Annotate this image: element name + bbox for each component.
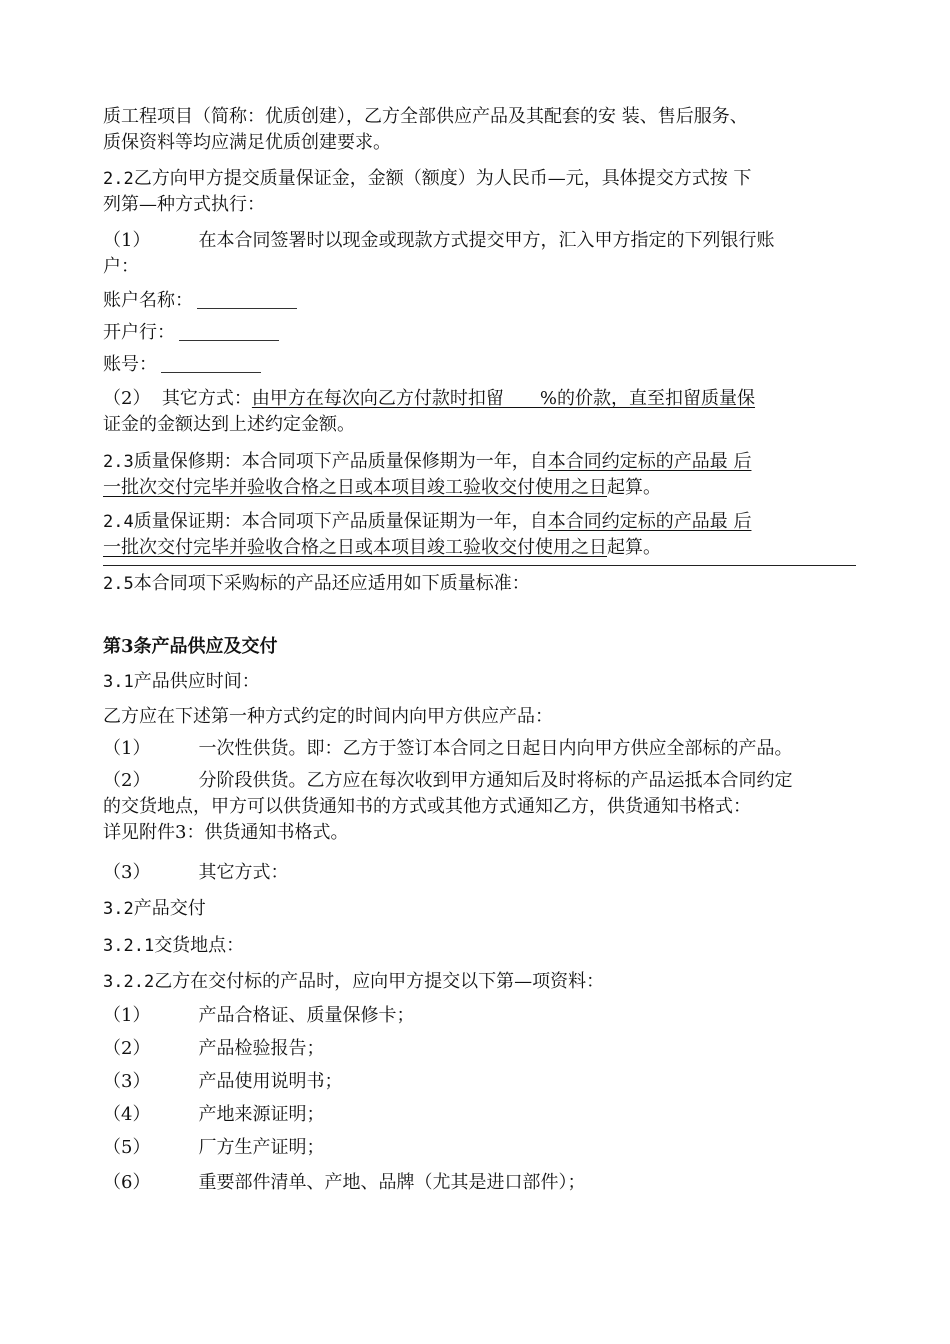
horizontal-rule [103,565,856,566]
supply-option-1 [103,738,792,760]
supply-option-2-cont [103,796,751,818]
item-label: （6） [103,1172,151,1193]
account-number-field [103,354,261,376]
item-label: （1） [103,1005,151,1026]
clause-number: 3.2 [103,899,134,919]
clause-3-2-2 [103,971,604,993]
item-label: （3） [103,1071,151,1092]
option-label: （3） [103,862,151,883]
paragraph-line [103,106,748,128]
clause-text: 乙方在交付标的产品时，应向甲方提交以下第—项资料： [154,971,605,992]
clause-2-4-cont [103,537,661,559]
list-item [103,1137,324,1159]
blank-line [179,322,279,341]
underlined-text: 本合同约定标的产品最 后 [547,511,752,532]
underlined-text: 由甲方在每次向乙方付款时扣留 %的价款，直至扣留质量保 [251,388,756,409]
option-text: 户： [103,256,139,277]
blank-line [197,290,297,309]
field-label: 开户行： [103,322,175,343]
list-item [103,1104,324,1126]
clause-2-2 [103,168,751,190]
account-name-field [103,290,297,312]
list-item [103,1005,414,1027]
clause-text: 产品交付 [133,898,206,919]
clause-text: 列第—种方式执行： [103,194,265,215]
option-text: 证金的金额达到上述约定金额。 [103,414,355,435]
clause-text: 本合同项下采购标的产品还应适用如下质量标准： [133,573,530,594]
clause-number: 3.1 [103,672,134,692]
option-label: （1） [103,230,151,251]
clause-number: 2.5 [103,574,134,594]
clause-3-1 [103,671,260,693]
clause-text: 乙方应在下述第一种方式约定的时间内向甲方供应产品： [103,706,553,727]
clause-2-5 [103,573,530,595]
option-2-cont [103,414,355,436]
clause-number: 2.4 [103,512,134,532]
clause-text: 交货地点： [154,935,245,956]
option-1 [103,230,774,252]
bank-field [103,322,279,344]
blank-line [161,354,261,373]
clause-number: 3.2.2 [103,972,155,992]
item-label: （4） [103,1104,151,1125]
clause-3-2 [103,898,206,920]
option-1-cont [103,256,139,278]
clause-2-4 [103,511,751,533]
option-text: 一次性供货。即：乙方于签订本合同之日起日内向甲方供应全部标的产品。 [198,738,793,759]
item-label: （2） [103,1038,151,1059]
clause-number: 2.3 [103,452,134,472]
clause-3-1-intro [103,706,553,728]
clause-text: 产品供应时间： [133,671,260,692]
clause-text: 起算。 [607,537,661,558]
option-label: （2） [103,388,151,409]
clause-3-2-1 [103,935,244,957]
item-label: （5） [103,1137,151,1158]
clause-2-2-cont [103,194,265,216]
item-text: 厂方生产证明； [198,1137,325,1158]
item-text: 产品检验报告； [198,1038,325,1059]
clause-2-3-cont [103,477,661,499]
option-text: 的交货地点，甲方可以供货通知书的方式或其他方式通知乙方，供货通知书格式： [103,796,751,817]
clause-text: 质量保证期：本合同项下产品质量保证期为一年，自 [133,511,548,532]
supply-option-3 [103,862,288,884]
underlined-text: 一批次交付完毕并验收合格之日或本项目竣工验收交付使用之日 [103,477,607,498]
list-item [103,1038,324,1060]
option-text: 其它方式： [161,388,252,409]
clause-text: 起算。 [607,477,661,498]
section-heading: 第3条产品供应及交付 [103,636,278,657]
option-text: 在本合同签署时以现金或现款方式提交甲方，汇入甲方指定的下列银行账 [198,230,775,251]
option-text: 分阶段供货。乙方应在每次收到甲方通知后及时将标的产品运抵本合同约定 [198,770,793,791]
field-label: 账号： [103,354,157,375]
item-text: 产品合格证、质量保修卡； [198,1005,415,1026]
item-text: 产品使用说明书； [198,1071,343,1092]
supply-option-2 [103,770,792,792]
option-text: 其它方式： [198,862,289,883]
item-text: 重要部件清单、产地、品牌（尤其是进口部件）； [198,1172,586,1193]
option-label: （1） [103,738,151,759]
clause-text: 质量保修期：本合同项下产品质量保修期为一年，自 [133,451,548,472]
list-item [103,1172,585,1194]
field-label: 账户名称： [103,290,193,311]
underlined-text: 一批次交付完毕并验收合格之日或本项目竣工验收交付使用之日 [103,537,607,558]
option-text: 详见附件3：供货通知书格式。 [103,822,349,843]
clause-text: 乙方向甲方提交质量保证金，金额（额度）为人民币—元，具体提交方式按 下 [133,168,752,189]
option-label: （2） [103,770,151,791]
clause-number: 3.2.1 [103,936,155,956]
text: 质工程项目（简称：优质创建），乙方全部供应产品及其配套的安 装、售后服务、 [103,106,748,127]
option-2 [103,388,755,410]
text: 质保资料等均应满足优质创建要求。 [103,132,391,153]
list-item [103,1071,342,1093]
clause-number: 2.2 [103,169,134,189]
supply-option-2-cont [103,822,348,844]
paragraph-line [103,132,391,154]
item-text: 产地来源证明； [198,1104,325,1125]
underlined-text: 本合同约定标的产品最 后 [547,451,752,472]
clause-2-3 [103,451,751,473]
